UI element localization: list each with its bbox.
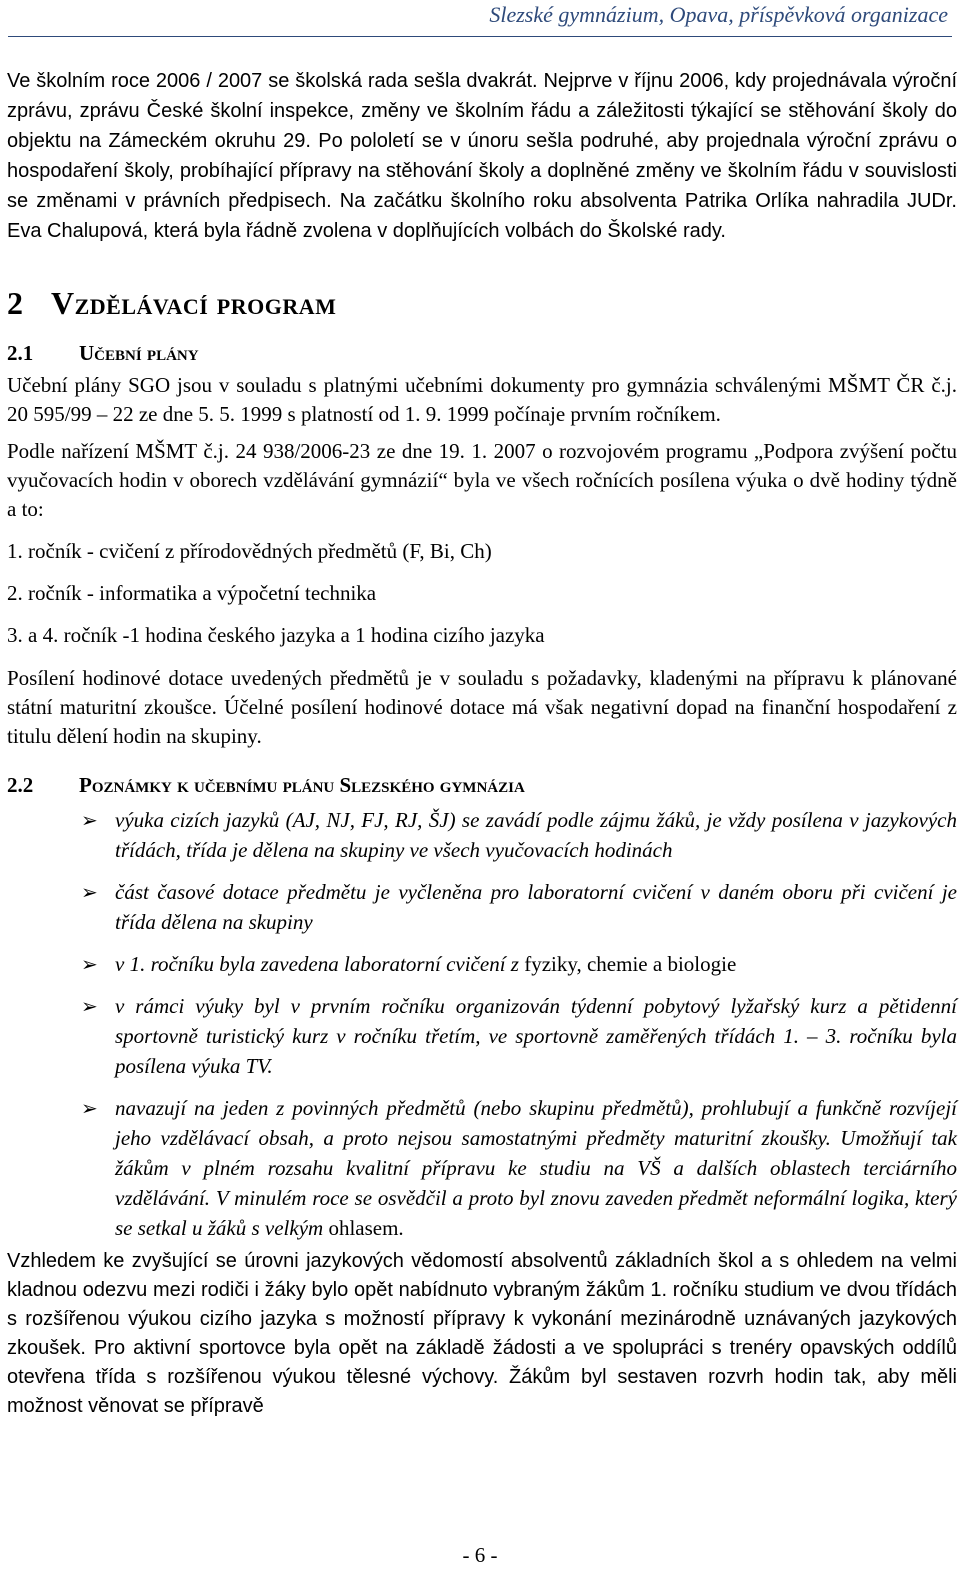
strengthening-paragraph: Posílení hodinové dotace uvedených předmětů je v souladu s požadavky, kladenými na přípravu k plánované státní maturitní zkoušce. Účelné posílení hodinové dotace má však negativní dopad na finanční hospodaření z titulu dělení hodin na skupiny. (7, 666, 957, 748)
arrow-bullet-icon: ➢ (81, 952, 98, 976)
section-2-number: 2 (7, 285, 24, 321)
notes-list (7, 805, 957, 1243)
header-divider (8, 36, 952, 37)
grade-item: 3. a 4. ročník -1 hodina českého jazyka a 1 hodina cizího jazyka (7, 623, 545, 647)
arrow-bullet-icon: ➢ (81, 1096, 98, 1120)
section-2-1-title: Učební plány (79, 341, 199, 365)
section-2-title: Vzdělávací program (51, 285, 337, 321)
list-item: ➢ výuka cizích jazyků (AJ, NJ, FJ, RJ, ŠJ) se zavádí podle zájmu žáků, je vždy posílena v jazykových třídách, třída je dělena na skupiny ve všech vyučovacích hodinách (7, 805, 957, 865)
list-item: ➢ navazují na jeden z povinných předmětů (nebo skupinu předmětů), prohlubují a funkčně rozvíjejí jeho vzdělávací obsah, a proto nejsou samostatnými předměty maturitní zkoušky. Umožňují tak žákům v plném rozsahu kvalitní přípravu ke studiu na VŠ a dalších oblastech terciárního vzdělávání. V minulém roce se osvědčil a proto byl znovu zaveden předmět neformální logika, který se setkal u žáků s velkým ohlasem. (7, 1093, 957, 1243)
closing-paragraph: Vzhledem ke zvyšující se úrovni jazykových vědomostí absolventů základních škol a s ohledem na velmi kladnou odezvu mezi rodiči i žáky bylo opět nabídnuto vybraným žákům 1. ročníku studium ve dvou třídách s rozšířenou výukou cizího jazyka s možností přípravy k vykonání mezinárodně uznávaných jazykových zkoušek. Pro aktivní sportovce byla opět na základě žádosti a ve spolupráci s trenéry opavských oddílů otevřena třída s rozšířenou výukou tělesné výchovy. Žákům byl sestaven rozvrh hodin tak, aby měli možnost věnovat se přípravě (7, 1250, 957, 1417)
section-2-1-heading (7, 339, 957, 367)
list-item: ➢ v 1. ročníku byla zavedena laboratorní cvičení z fyziky, chemie a biologie (7, 949, 957, 979)
section-2-1-number: 2.1 (7, 341, 34, 365)
curriculum-paragraph: Učební plány SGO jsou v souladu s platnými učebními dokumenty pro gymnázia schválenými MŠMT ČR č.j. 20 595/99 – 22 ze dne 5. 5. 1999 s platností od 1. 9. 1999 počínaje prvním ročníkem. (7, 373, 957, 426)
regulation-paragraph: Podle nařízení MŠMT č.j. 24 938/2006-23 ze dne 19. 1. 2007 o rozvojovém programu „Podpora zvýšení počtu vyučovacích hodin v oborech vzdělávání gymnázií“ byla ve všech ročnících posílena výuka o dvě hodiny týdně a to: (7, 439, 957, 521)
page-number: - 6 - (462, 1543, 498, 1567)
section-2-2-title: Poznámky k učebnímu plánu Slezského gymnázia (79, 773, 525, 797)
intro-sans-text: Ve školním roce 2006 / 2007 se školská rada sešla dvakrát. Nejprve v říjnu 2006, kdy projednávala výroční zprávu, zprávu České školní inspekce, změny ve školním řádu a záležitosti týkající se stěhování školy do objektu na Zámeckém okruhu 29. (7, 70, 957, 152)
arrow-bullet-icon: ➢ (81, 994, 98, 1018)
intro-serif-text: Po pololetí se v únoru sešla podruhé, aby projednala výroční zprávu o hospodaření školy, probíhající přípravy na stěhování školy a doplněné změny ve školním řádu v souvislosti se změnami v právních předpisech. Na začátku školního roku absolventa Patrika Orlíka nahradila JUDr. Eva Chalupová, která byla řádně zvolena v doplňujících volbách do Školské rady. (7, 130, 958, 242)
section-2-2-heading (7, 771, 957, 799)
grade-item: 1. ročník - cvičení z přírodovědných předmětů (F, Bi, Ch) (7, 539, 492, 563)
page-header: Slezské gymnázium, Opava, příspěvková organizace (489, 2, 948, 27)
arrow-bullet-icon: ➢ (81, 808, 98, 832)
section-2-2-number: 2.2 (7, 773, 34, 797)
intro-paragraph (7, 66, 957, 246)
grade-item: 2. ročník - informatika a výpočetní technika (7, 581, 377, 605)
document-body (7, 66, 957, 1421)
list-item: ➢ část časové dotace předmětu je vyčleněna pro laboratorní cvičení v daném oboru při cvičení je třída dělena na skupiny (7, 877, 957, 937)
arrow-bullet-icon: ➢ (81, 880, 98, 904)
list-item: ➢ v rámci výuky byl v prvním ročníku organizován týdenní pobytový lyžařský kurz a pětidenní sportovně turistický kurz v ročníku třetím, ve sportovně zaměřených třídách 1. – 3. ročníku byla posílena výuka TV. (7, 991, 957, 1081)
section-2-heading (7, 283, 957, 323)
